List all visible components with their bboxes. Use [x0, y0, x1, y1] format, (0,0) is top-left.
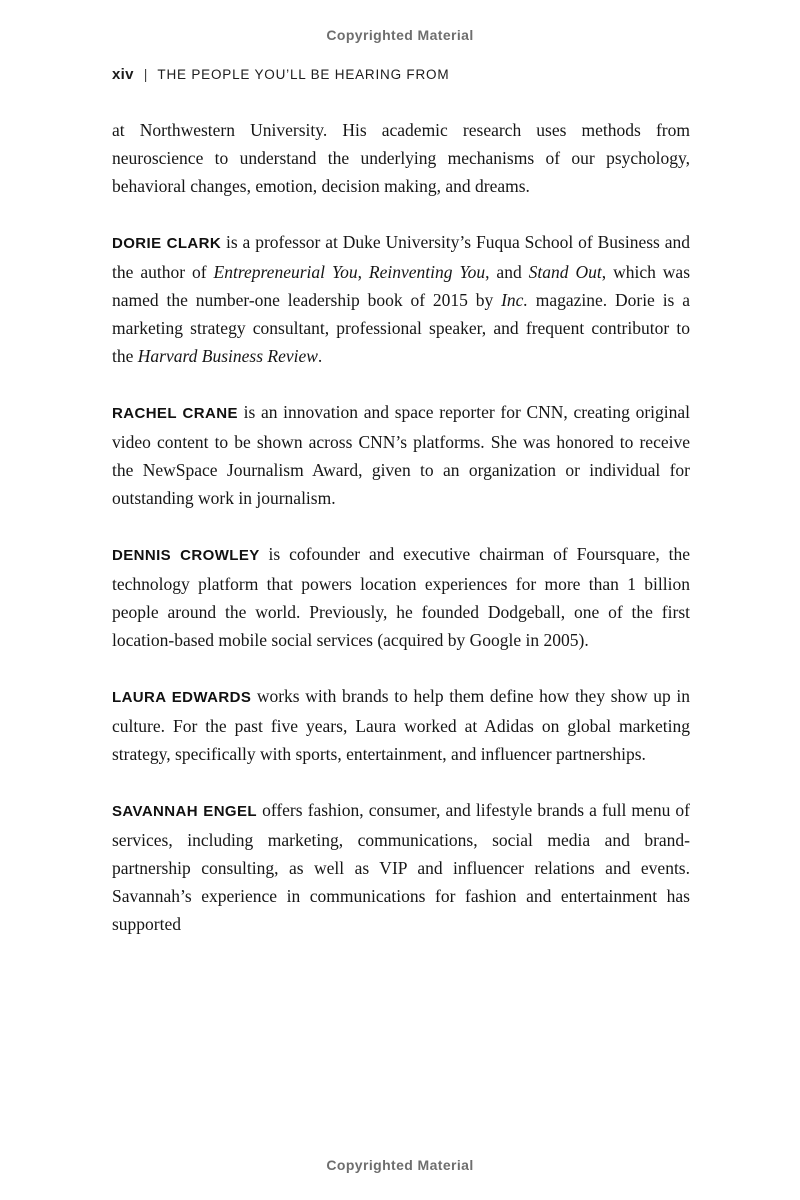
- paragraph: [112, 228, 690, 370]
- header-separator: |: [143, 66, 148, 82]
- text-segment: Inc.: [501, 290, 528, 310]
- text-segment: is an innovation and space reporter for CNN, creating original video content to be shown across CNN’s platforms. She was honored to receive the NewSpace Journalism Award, given to an organization or individual for outstanding work in journalism.: [112, 402, 691, 508]
- text-segment: Stand Out: [528, 262, 602, 282]
- paragraph: [112, 398, 690, 512]
- text-segment: , and: [485, 262, 529, 282]
- paragraph: [112, 682, 690, 768]
- person-name: RACHEL CRANE: [112, 405, 238, 422]
- person-name: DORIE CLARK: [112, 235, 222, 252]
- copyright-watermark-top: Copyrighted Material: [326, 27, 474, 43]
- running-head: [112, 66, 690, 83]
- text-segment: is a professor at Duke University’s Fuqua School of Business and the author of: [112, 232, 690, 282]
- text-segment: works with brands to help them define how they show up in culture. For the past five years, Laura worked at Adidas on global marketing strategy, specifically with sports, entertainment, and influencer partnerships.: [112, 686, 690, 764]
- person-name: DENNIS CROWLEY: [112, 547, 260, 564]
- text-segment: , which was named the number-one leadership book of 2015 by: [112, 262, 691, 310]
- text-segment: ,: [357, 262, 369, 282]
- page-number: xiv: [112, 66, 134, 83]
- copyright-watermark-bottom: Copyrighted Material: [326, 1157, 474, 1173]
- text-segment: at Northwestern University. His academic research uses methods from neuroscience to understand the underlying mechanisms of our psychology, behavioral changes, emotion, decision making, and dreams.: [112, 120, 690, 196]
- paragraph: [112, 540, 690, 654]
- paragraph: [112, 116, 690, 200]
- page-body: [112, 116, 690, 938]
- running-head-title: THE PEOPLE YOU’LL BE HEARING FROM: [157, 67, 450, 82]
- text-segment: magazine. Dorie is a marketing strategy consultant, professional speaker, and frequent contributor to the: [112, 290, 690, 366]
- person-name: LAURA EDWARDS: [112, 689, 252, 706]
- text-segment: Entrepreneurial You: [213, 262, 358, 282]
- text-segment: offers fashion, consumer, and lifestyle brands a full menu of services, including marketing, communications, social media and brand-partnership consulting, as well as VIP and influencer relations and events. Savannah’s experience in communications for fashion and entertainment has supported: [112, 800, 691, 934]
- paragraph: [112, 796, 690, 938]
- text-segment: is cofounder and executive chairman of Foursquare, the technology platform that powers location experiences for more than 1 billion people around the world. Previously, he founded Dodgeball, one of the first location-based mobile social services (acquired by Google in 2005).: [112, 544, 690, 650]
- text-segment: .: [317, 346, 323, 366]
- text-segment: Harvard Business Review: [137, 346, 318, 366]
- person-name: SAVANNAH ENGEL: [112, 803, 257, 820]
- text-segment: Reinventing You: [368, 262, 486, 282]
